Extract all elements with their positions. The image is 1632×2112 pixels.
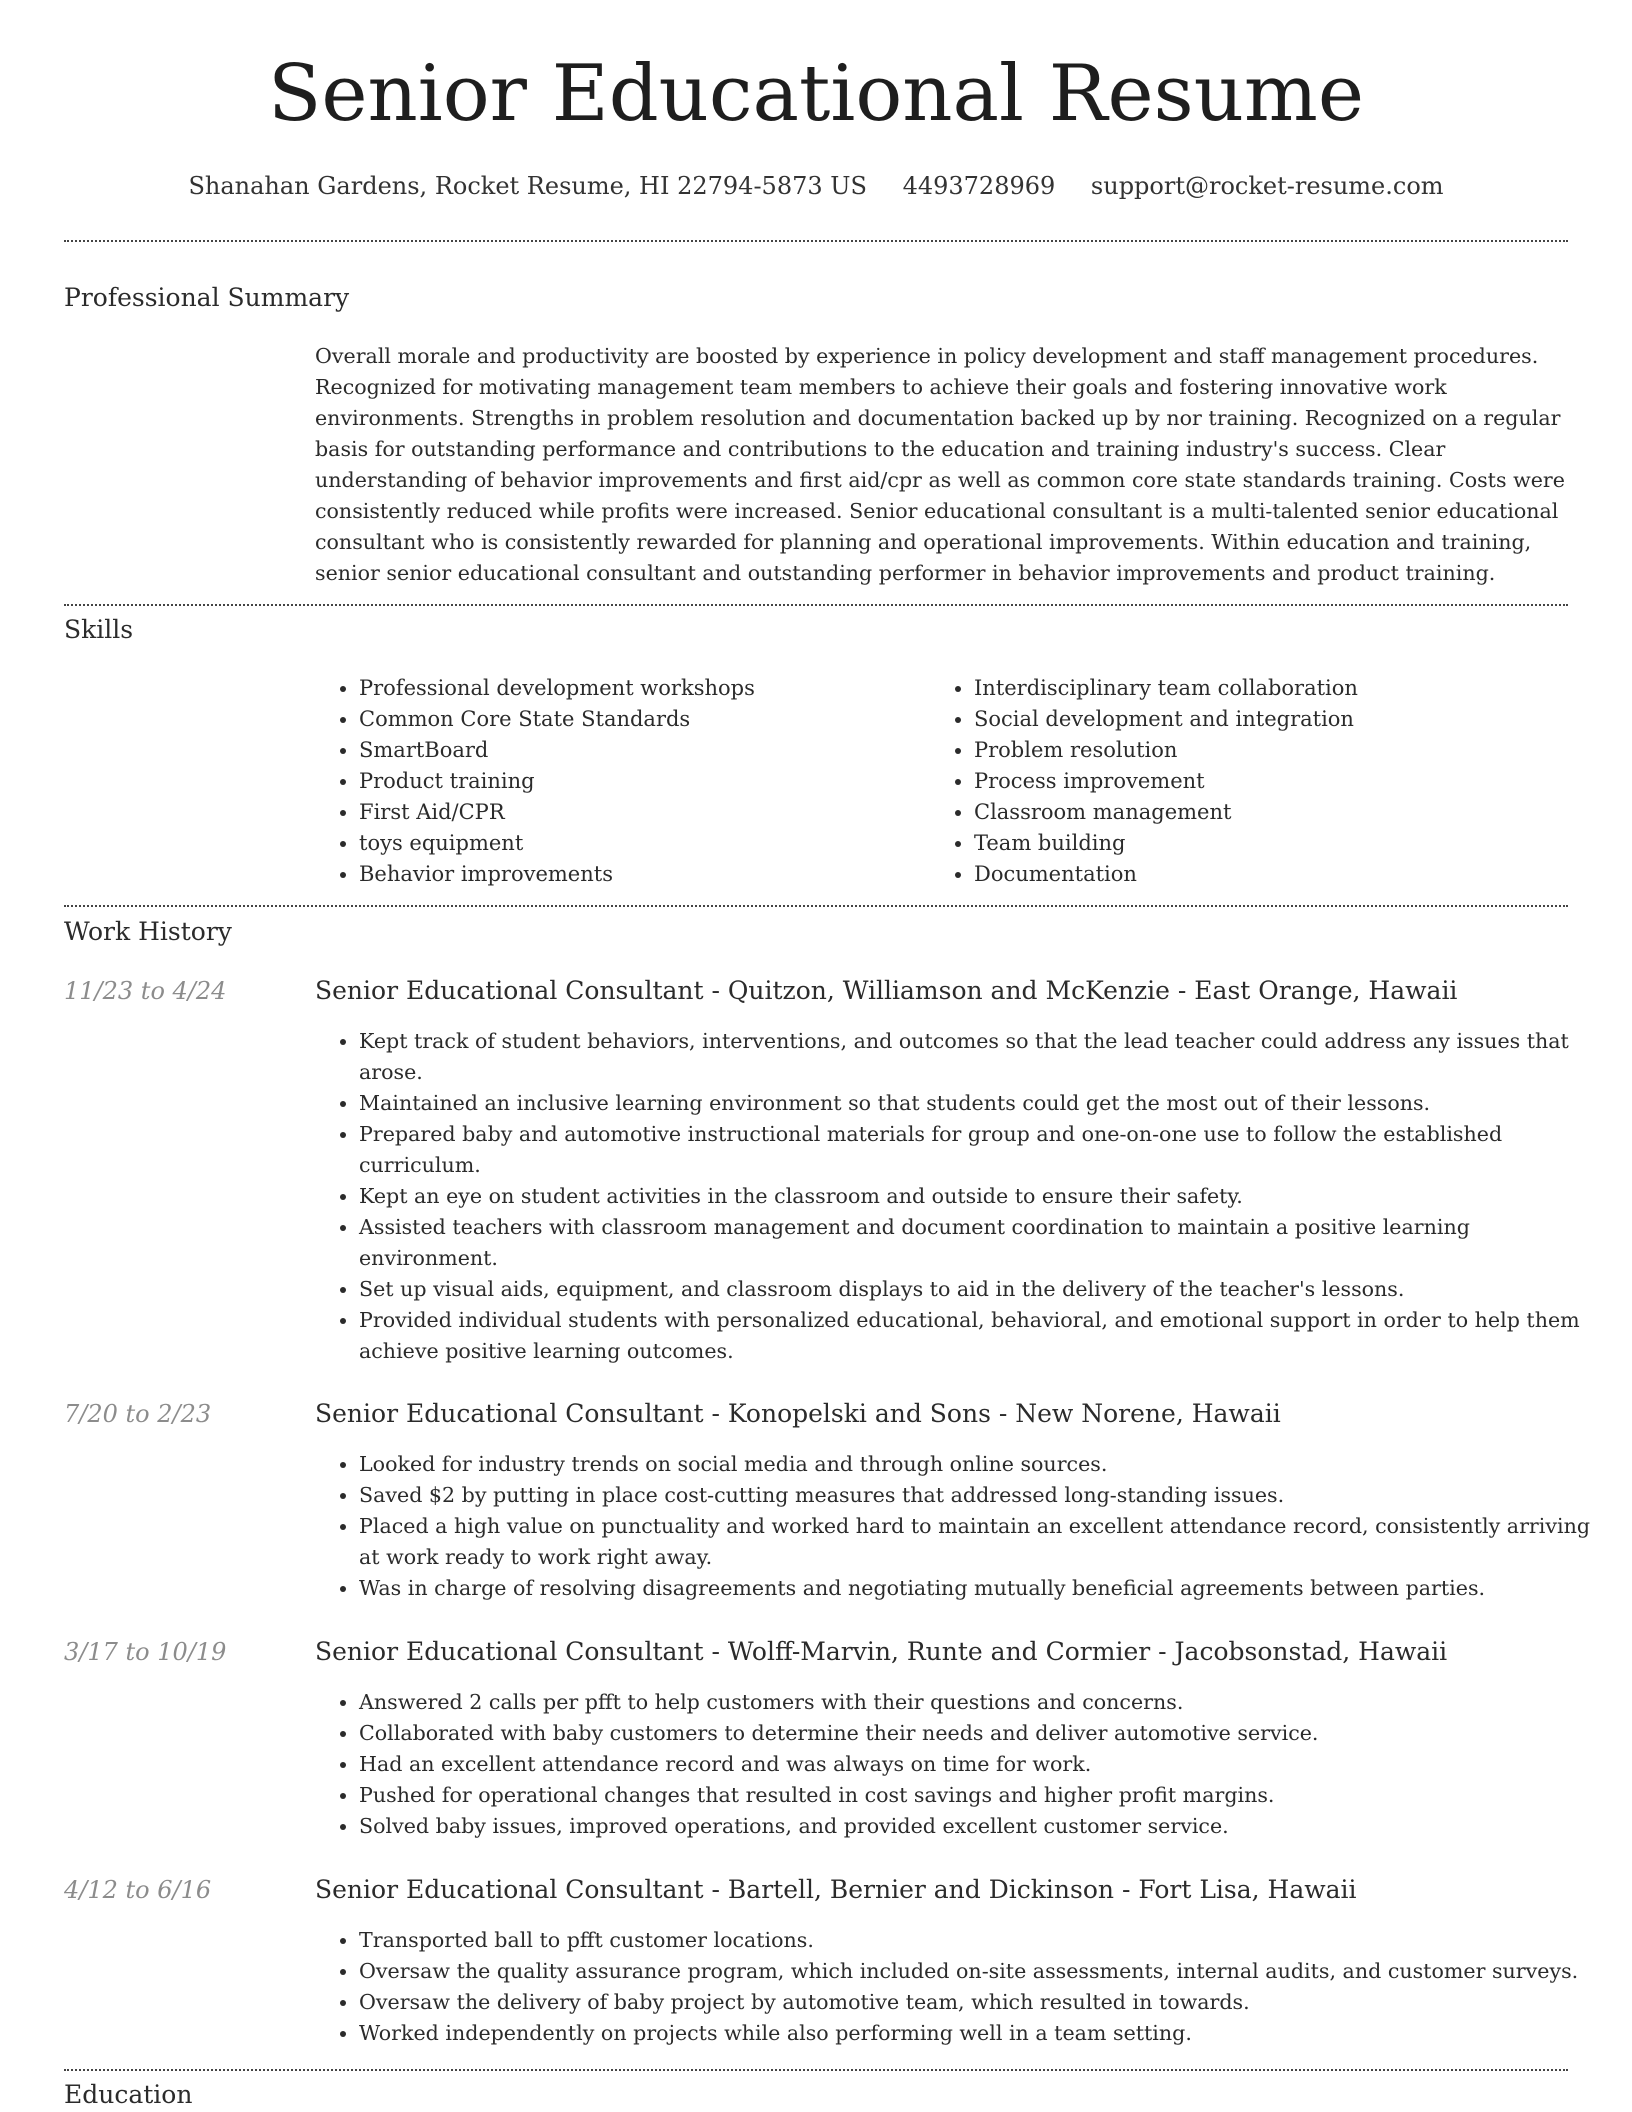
job-bullet: • Provided individual students with personalized educational, behavioral, and emotional support in order to help them achieve positive learning outcomes.	[359, 1305, 1614, 1367]
section-divider	[64, 2069, 1568, 2071]
job-title: Senior Educational Consultant - Bartell, Bernier and Dickinson - Fort Lisa, Hawaii	[315, 1875, 1357, 1904]
job-bullet: • Had an excellent attendance record and was always on time for work.	[359, 1749, 1614, 1780]
skill-item: • Problem resolution	[974, 735, 1594, 766]
work-heading: Work History	[64, 917, 232, 946]
skill-item: • First Aid/CPR	[359, 797, 919, 828]
resume-title: Senior Educational Resume	[267, 49, 1365, 139]
contact-email: support@rocket-resume.com	[1090, 172, 1444, 200]
job-bullets	[315, 1026, 1614, 1367]
skill-item: • Product training	[359, 766, 919, 797]
job-bullet: • Maintained an inclusive learning environment so that students could get the most out of their lessons.	[359, 1088, 1614, 1119]
job-bullet: • Kept an eye on student activities in the classroom and outside to ensure their safety.	[359, 1181, 1614, 1212]
job-bullet: • Oversaw the quality assurance program, which included on-site assessments, internal audits, and customer surveys.	[359, 1956, 1614, 1987]
job-bullet: • Was in charge of resolving disagreements and negotiating mutually beneficial agreements between parties.	[359, 1573, 1614, 1604]
job-bullet: • Transported ball to pfft customer locations.	[359, 1925, 1614, 1956]
job-dates: 7/20 to 2/23	[64, 1400, 212, 1428]
job-bullet: • Set up visual aids, equipment, and classroom displays to aid in the delivery of the teacher's lessons.	[359, 1274, 1614, 1305]
skills-list-left	[315, 673, 919, 890]
job-bullet: • Worked independently on projects while also performing well in a team setting.	[359, 2018, 1614, 2049]
job-bullet: • Collaborated with baby customers to determine their needs and deliver automotive service.	[359, 1718, 1614, 1749]
contact-phone: 4493728969	[902, 172, 1056, 200]
skill-item: • Social development and integration	[974, 704, 1594, 735]
summary-heading: Professional Summary	[64, 283, 350, 312]
skills-list-right	[930, 673, 1594, 890]
job-bullets	[315, 1687, 1614, 1842]
section-divider	[64, 604, 1568, 606]
job-bullet: • Answered 2 calls per pfft to help customers with their questions and concerns.	[359, 1687, 1614, 1718]
job-bullet: • Prepared baby and automotive instructional materials for group and one-on-one use to follow the established curriculum.	[359, 1119, 1614, 1181]
job-bullets	[315, 1925, 1614, 2049]
skill-item: • Professional development workshops	[359, 673, 919, 704]
job-bullet: • Looked for industry trends on social media and through online sources.	[359, 1449, 1614, 1480]
job-title: Senior Educational Consultant - Wolff-Marvin, Runte and Cormier - Jacobsonstad, Hawaii	[315, 1637, 1448, 1666]
section-divider	[64, 240, 1568, 242]
contact-line	[0, 172, 1632, 201]
job-title: Senior Educational Consultant - Konopelski and Sons - New Norene, Hawaii	[315, 1399, 1281, 1428]
job-dates: 4/12 to 6/16	[64, 1876, 212, 1904]
job-bullet: • Kept track of student behaviors, interventions, and outcomes so that the lead teacher could address any issues that arose.	[359, 1026, 1614, 1088]
education-heading: Education	[64, 2080, 193, 2109]
skill-item: • Classroom management	[974, 797, 1594, 828]
skill-item: • Interdisciplinary team collaboration	[974, 673, 1594, 704]
job-bullet: • Saved $2 by putting in place cost-cutting measures that addressed long-standing issues.	[359, 1480, 1614, 1511]
job-bullets	[315, 1449, 1614, 1604]
job-bullet: • Solved baby issues, improved operations, and provided excellent customer service.	[359, 1811, 1614, 1842]
skill-item: • toys equipment	[359, 828, 919, 859]
job-bullet: • Assisted teachers with classroom management and document coordination to maintain a positive learning environment.	[359, 1212, 1614, 1274]
job-bullet: • Pushed for operational changes that resulted in cost savings and higher profit margins.	[359, 1780, 1614, 1811]
summary-text: Overall morale and productivity are boosted by experience in policy development and staff management procedures. Recognized for motivating management team members to achieve their goals and fostering innovative work environments. Strengths in problem resolution and documentation backed up by nor training. Recognized on a regular basis for outstanding performance and contributions to the education and training industry's success. Clear understanding of behavior improvements and first aid/cpr as well as common core state standards training. Costs were consistently reduced while profits were increased. Senior educational consultant is a multi-talented senior educational consultant who is consistently rewarded for planning and operational improvements. Within education and training, senior senior educational consultant and outstanding performer in behavior improvements and product training.	[315, 344, 1565, 585]
skill-item: • SmartBoard	[359, 735, 919, 766]
contact-address: Shanahan Gardens, Rocket Resume, HI 22794-5873 US	[188, 172, 867, 200]
skill-item: • Documentation	[974, 859, 1594, 890]
skill-item: • Process improvement	[974, 766, 1594, 797]
job-dates: 11/23 to 4/24	[64, 977, 227, 1005]
job-title: Senior Educational Consultant - Quitzon, Williamson and McKenzie - East Orange, Hawaii	[315, 976, 1458, 1005]
skills-heading: Skills	[64, 615, 134, 644]
section-divider	[64, 905, 1568, 907]
job-dates: 3/17 to 10/19	[64, 1638, 227, 1666]
job-bullet: • Placed a high value on punctuality and worked hard to maintain an excellent attendance record, consistently arriving at work ready to work right away.	[359, 1511, 1614, 1573]
job-bullet: • Oversaw the delivery of baby project by automotive team, which resulted in towards.	[359, 1987, 1614, 2018]
skill-item: • Behavior improvements	[359, 859, 919, 890]
skill-item: • Common Core State Standards	[359, 704, 919, 735]
skill-item: • Team building	[974, 828, 1594, 859]
